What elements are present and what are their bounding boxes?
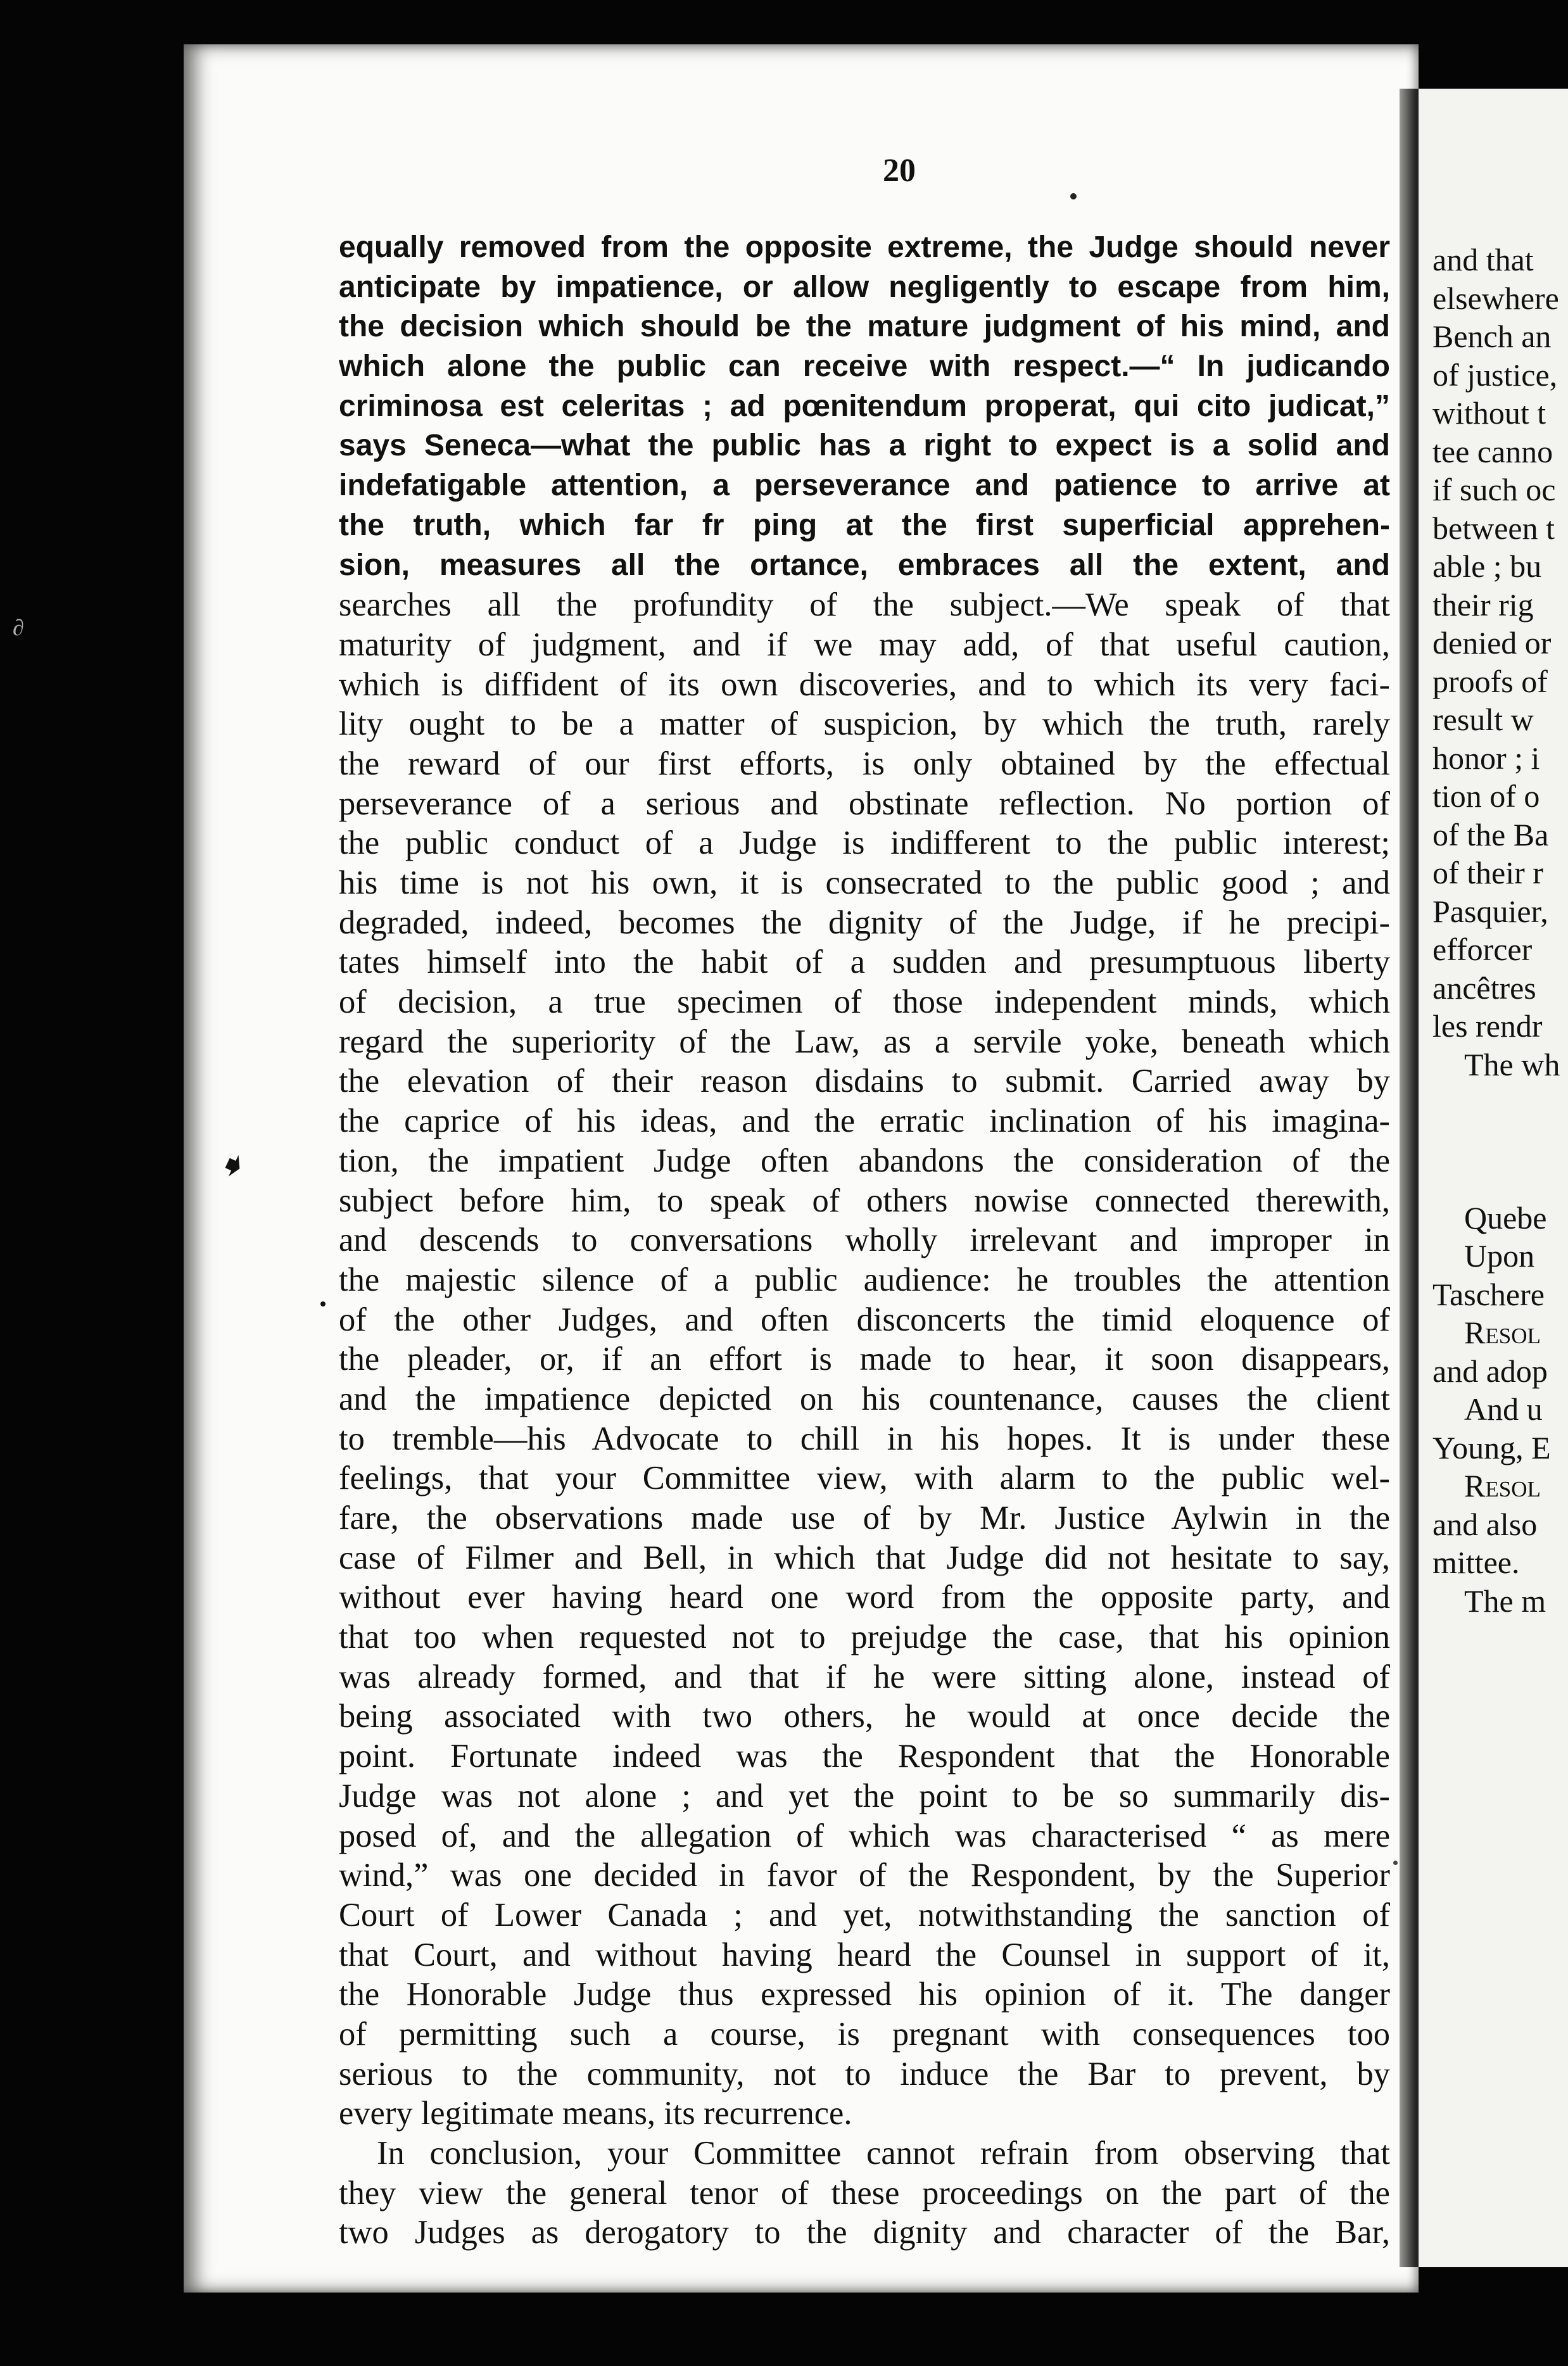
text-line: the majestic silence of a public audience: he troubles the attention (339, 1261, 1390, 1298)
pointer-mark: ➧ (211, 1139, 256, 1191)
facing-line: Quebe (1464, 1199, 1547, 1236)
margin-mark: ∂ (13, 615, 24, 640)
facing-line: honor ; i (1432, 740, 1540, 776)
text-line: which alone the public can receive with respect.—“ In judicando (339, 350, 1390, 384)
text-line: two Judges as derogatory to the dignity and character of the Bar, (339, 2214, 1390, 2251)
text-line: anticipate by impatience, or allow negligently to escape from him, (339, 270, 1390, 304)
facing-line: Resol (1464, 1315, 1541, 1350)
page-number: 20 (883, 153, 916, 189)
facing-line: if such oc (1432, 472, 1556, 507)
facing-line: result w (1432, 702, 1534, 737)
facing-line: without t (1432, 395, 1546, 431)
facing-line: and adop (1432, 1353, 1548, 1389)
facing-line: Pasquier, (1432, 893, 1548, 929)
text-line: says Seneca—what the public has a right to expect is a solid and (339, 429, 1390, 463)
text-line: his time is not his own, it is consecrated to the public good ; and (339, 864, 1390, 901)
ink-dot (1070, 193, 1077, 199)
text-line: of decision, a true specimen of those independent minds, which (339, 984, 1390, 1021)
text-line: criminosa est celeritas ; ad pœnitendum properat, qui cito judicat,” (339, 389, 1390, 423)
facing-line: Upon (1464, 1238, 1535, 1274)
text-line: tates himself into the habit of a sudden and presumptuous liberty (339, 944, 1390, 981)
text-line: sion, measures all the ortance, embraces all the extent, and (339, 548, 1390, 582)
text-line: regard the superiority of the Law, as a servile yoke, beneath which (339, 1023, 1390, 1060)
text-line: lity ought to be a matter of suspicion, by which the truth, rarely (339, 705, 1390, 743)
facing-line: efforcer (1432, 932, 1533, 967)
facing-line: The m (1464, 1583, 1546, 1619)
facing-line: tion of o (1432, 778, 1540, 814)
text-line: of the other Judges, and often disconcerts the timid eloquence of (339, 1301, 1390, 1338)
text-line: degraded, indeed, becomes the dignity of the Judge, if he precipi- (339, 904, 1390, 941)
facing-line: Bench an (1432, 319, 1552, 354)
facing-line: able ; bu (1432, 548, 1542, 584)
text-line: that Court, and without having heard the Counsel in support of it, (339, 1936, 1390, 1973)
text-line: the pleader, or, if an effort is made to hear, it soon disappears, (339, 1341, 1390, 1378)
text-line: point. Fortunate indeed was the Respondent that the Honorable (339, 1738, 1390, 1775)
facing-line: ancêtres (1432, 970, 1536, 1006)
facing-line: Young, E (1432, 1429, 1551, 1465)
text-line: feelings, that your Committee view, with alarm to the public wel- (339, 1460, 1390, 1497)
facing-line: between t (1432, 510, 1555, 546)
text-line: wind,” was one decided in favor of the Respondent, by the Superior (339, 1857, 1390, 1894)
text-line: searches all the profundity of the subject.—We speak of that (339, 586, 1390, 624)
facing-line: proofs of (1432, 663, 1548, 699)
text-line: serious to the community, not to induce the Bar to prevent, by (339, 2055, 1390, 2092)
text-line: the elevation of their reason disdains to submit. Carried away by (339, 1063, 1390, 1100)
text-line: the Honorable Judge thus expressed his opinion of it. The danger (339, 1976, 1390, 2013)
text-line: without ever having heard one word from the opposite party, and (339, 1579, 1390, 1616)
text-line: posed of, and the allegation of which was characterised “ as mere (339, 1817, 1390, 1854)
text-line: which is diffident of its own discoveries, and to which its very faci- (339, 666, 1390, 703)
text-line: equally removed from the opposite extreme, the Judge should never (339, 231, 1390, 264)
facing-line: and that (1432, 242, 1534, 277)
facing-line: And u (1464, 1391, 1543, 1427)
facing-line: their rig (1432, 586, 1534, 623)
text-line: of permitting such a course, is pregnant with consequences too (339, 2015, 1390, 2053)
facing-line: mittee. (1432, 1545, 1520, 1580)
facing-line: Resol (1464, 1468, 1541, 1503)
facing-line: Taschere (1432, 1276, 1545, 1312)
facing-line: and also (1432, 1506, 1538, 1542)
text-line: Judge was not alone ; and yet the point to be so summarily dis- (339, 1777, 1390, 1814)
text-line: the caprice of his ideas, and the erratic inclination of his imagina- (339, 1103, 1390, 1140)
facing-line: The wh (1464, 1046, 1560, 1082)
text-line: the public conduct of a Judge is indifferent to the public interest; (339, 825, 1390, 862)
facing-line: les rendr (1432, 1008, 1543, 1044)
body-text (339, 228, 1390, 2253)
facing-line (1432, 1160, 1568, 1199)
facing-line (1432, 1122, 1568, 1161)
text-line: tion, the impatient Judge often abandons the consideration of the (339, 1142, 1390, 1179)
ink-dot (1393, 1861, 1398, 1865)
text-line: the decision which should be the mature judgment of his mind, and (339, 310, 1390, 344)
facing-line: of their r (1432, 855, 1543, 890)
text-line: that too when requested not to prejudge the case, that his opinion (339, 1619, 1390, 1656)
facing-line: denied or (1432, 625, 1552, 661)
facing-page-text (1432, 241, 1568, 1620)
text-line: to tremble—his Advocate to chill in his hopes. It is under these (339, 1420, 1390, 1457)
text-line: In conclusion, your Committee cannot refrain from observing that (377, 2135, 1390, 2172)
facing-line: of the Ba (1432, 816, 1549, 852)
facing-line: of justice, (1432, 357, 1558, 393)
text-line: was already formed, and that if he were sitting alone, instead of (339, 1658, 1390, 1695)
facing-line: elsewhere (1432, 280, 1559, 316)
text-line: the reward of our first efforts, is only obtained by the effectual (339, 745, 1390, 782)
text-line: indefatigable attention, a perseverance and patience to arrive at (339, 469, 1390, 503)
text-line: fare, the observations made use of by Mr. Justice Aylwin in the (339, 1500, 1390, 1536)
facing-line (1432, 1084, 1568, 1122)
text-line: case of Filmer and Bell, in which that Judge did not hesitate to say, (339, 1539, 1390, 1576)
text-line: being associated with two others, he would at once decide the (339, 1698, 1390, 1735)
text-line: and descends to conversations wholly irrelevant and improper in (339, 1222, 1390, 1259)
facing-line: tee canno (1432, 433, 1553, 469)
text-line: every legitimate means, its recurrence. (339, 2095, 852, 2132)
text-line: they view the general tenor of these proceedings on the part of the (339, 2174, 1390, 2211)
text-line: and the impatience depicted on his countenance, causes the client (339, 1380, 1390, 1417)
text-line: perseverance of a serious and obstinate reflection. No portion of (339, 785, 1390, 822)
text-line: maturity of judgment, and if we may add, of that useful caution, (339, 626, 1390, 663)
text-line: subject before him, to speak of others nowise connected therewith, (339, 1182, 1390, 1219)
text-line: Court of Lower Canada ; and yet, notwithstanding the sanction of (339, 1896, 1390, 1933)
text-line: the truth, which far fr ping at the first superficial apprehen- (339, 508, 1390, 542)
ink-dot (320, 1301, 326, 1306)
